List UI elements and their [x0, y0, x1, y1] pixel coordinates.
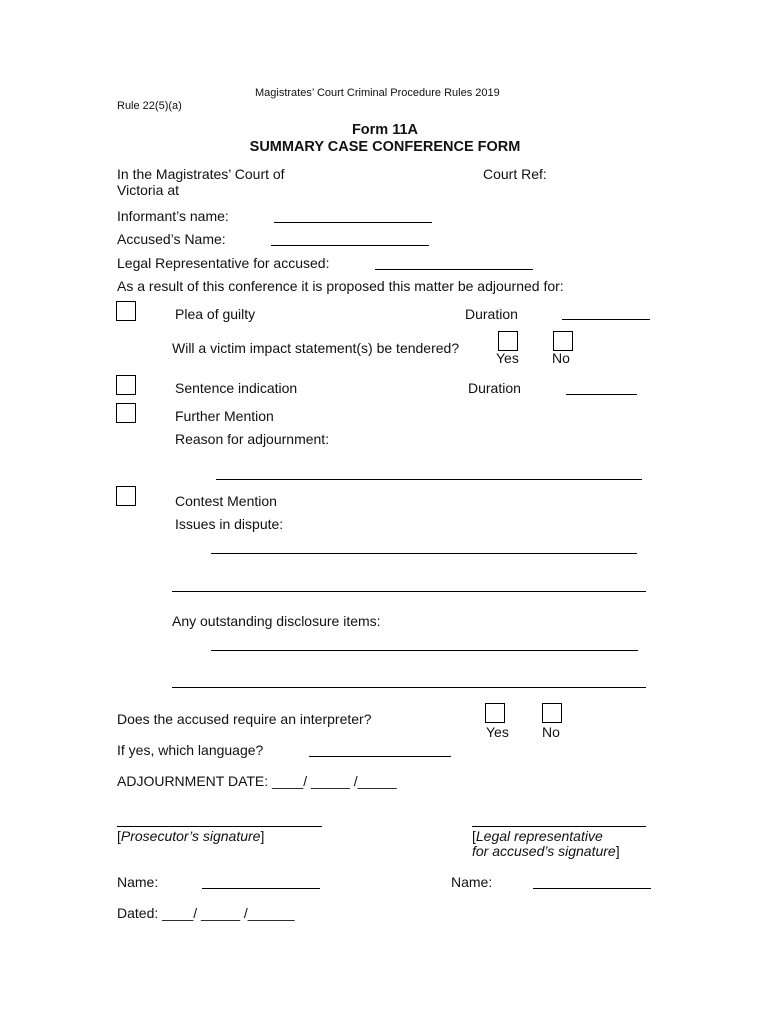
rule-reference: Rule 22(5)(a)	[117, 100, 182, 112]
informant-name-label: Informant’s name:	[117, 208, 229, 224]
sentence-duration-label: Duration	[468, 380, 521, 396]
disclosure-items-label: Any outstanding disclosure items:	[172, 613, 381, 629]
victim-impact-yes-checkbox[interactable]	[498, 331, 518, 351]
adjournment-date[interactable]: ADJOURNMENT DATE: ____/ _____ /_____	[117, 773, 397, 789]
victim-impact-no-label: No	[552, 350, 570, 366]
rules-title: Magistrates’ Court Criminal Procedure Rules 2019	[255, 87, 500, 99]
disclosure-items-field-2[interactable]	[172, 687, 646, 688]
reason-for-adjournment-field[interactable]	[216, 479, 642, 480]
issues-in-dispute-label: Issues in dispute:	[175, 516, 284, 532]
interpreter-no-checkbox[interactable]	[542, 703, 562, 723]
legal-rep-signature-line[interactable]	[472, 826, 646, 827]
contest-mention-checkbox[interactable]	[116, 486, 136, 506]
plea-of-guilty-label: Plea of guilty	[175, 306, 256, 322]
victim-impact-no-checkbox[interactable]	[553, 331, 573, 351]
interpreter-yes-checkbox[interactable]	[485, 703, 505, 723]
legal-rep-name-label: Name:	[451, 874, 493, 890]
legal-rep-label: Legal Representative for accused:	[117, 255, 330, 271]
language-field[interactable]	[309, 756, 451, 757]
victim-impact-yes-label: Yes	[496, 350, 519, 366]
sentence-duration-field[interactable]	[566, 394, 637, 395]
sentence-indication-label: Sentence indication	[175, 380, 298, 396]
legal-rep-field[interactable]	[375, 269, 533, 270]
court-name-line1: In the Magistrates’ Court of	[117, 166, 285, 182]
plea-duration-field[interactable]	[562, 319, 650, 320]
prosecutor-name-label: Name:	[117, 874, 159, 890]
legal-rep-name-field[interactable]	[533, 888, 651, 889]
language-label: If yes, which language?	[117, 742, 264, 758]
contest-mention-label: Contest Mention	[175, 493, 277, 509]
reason-for-adjournment-label: Reason for adjournment:	[175, 431, 330, 447]
form-title: SUMMARY CASE CONFERENCE FORM	[249, 139, 521, 155]
prosecutor-signature-caption: [Prosecutor’s signature]	[117, 828, 265, 844]
legal-rep-signature-label-2: for accused’s signature	[472, 843, 616, 859]
prosecutor-name-field[interactable]	[202, 888, 320, 889]
legal-rep-signature-caption-1: [Legal representative	[472, 828, 603, 844]
victim-impact-question: Will a victim impact statement(s) be tendered?	[172, 340, 460, 356]
plea-of-guilty-checkbox[interactable]	[116, 301, 136, 321]
informant-name-field[interactable]	[274, 222, 432, 223]
legal-rep-signature-caption-2: for accused’s signature]	[472, 843, 620, 859]
dated-field[interactable]: Dated: ____/ _____ /______	[117, 905, 295, 921]
legal-rep-signature-label-1: Legal representative	[475, 828, 603, 844]
interpreter-no-label: No	[542, 724, 560, 740]
sentence-indication-checkbox[interactable]	[116, 375, 136, 395]
interpreter-question: Does the accused require an interpreter?	[117, 711, 372, 727]
interpreter-yes-label: Yes	[486, 724, 509, 740]
accused-name-field[interactable]	[271, 245, 429, 246]
plea-duration-label: Duration	[465, 306, 518, 322]
issues-in-dispute-field-1[interactable]	[211, 553, 637, 554]
accused-name-label: Accused’s Name:	[117, 231, 226, 247]
adjournment-intro: As a result of this conference it is proposed this matter be adjourned for:	[117, 278, 564, 294]
prosecutor-signature-line[interactable]	[117, 826, 322, 827]
court-ref-label: Court Ref:	[483, 166, 547, 182]
further-mention-label: Further Mention	[175, 408, 274, 424]
further-mention-checkbox[interactable]	[116, 403, 136, 423]
issues-in-dispute-field-2[interactable]	[172, 591, 646, 592]
disclosure-items-field-1[interactable]	[211, 650, 638, 651]
prosecutor-signature-label: Prosecutor’s signature	[120, 828, 261, 844]
court-name-line2: Victoria at	[117, 182, 179, 198]
form-number: Form 11A	[351, 122, 419, 138]
